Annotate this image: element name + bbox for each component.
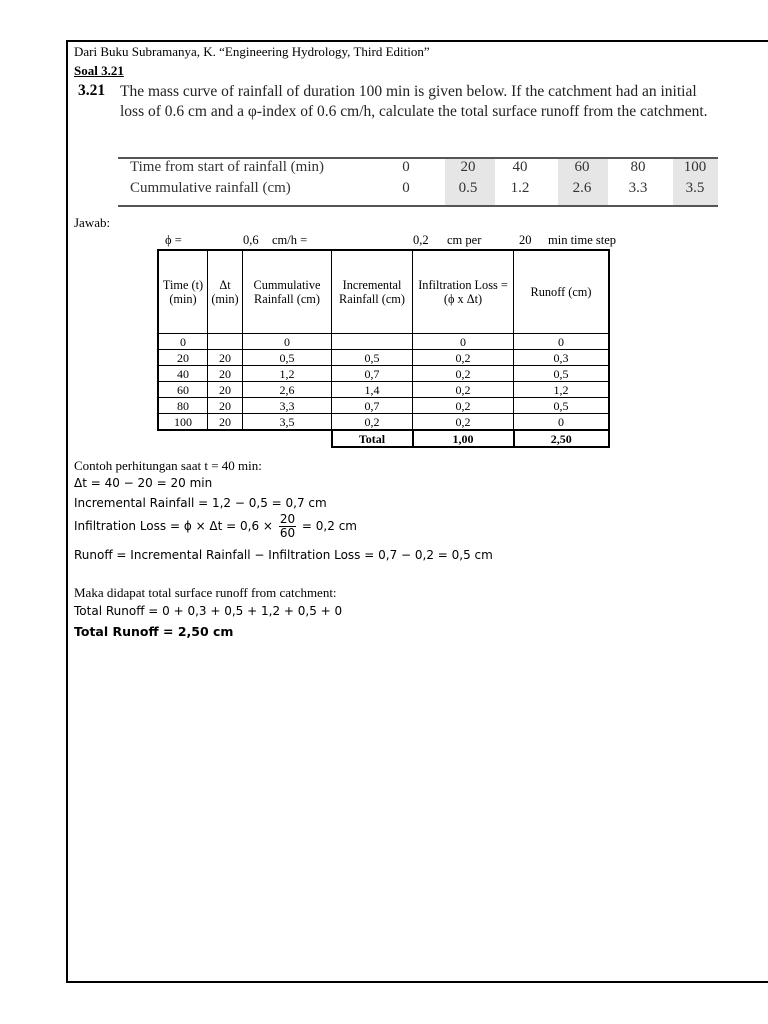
cell-infiltration: 0,2 (413, 366, 514, 382)
conclusion-intro: Maka didapat total surface runoff from catchment: (74, 585, 337, 600)
cell-dt: 20 (208, 382, 243, 398)
header-time: Time (t) (min) (158, 250, 208, 334)
equation-runoff: Runoff = Incremental Rainfall − Infiltration Loss = 0,7 − 0,2 = 0,5 cm (74, 548, 493, 562)
given-cell: 80 (630, 159, 646, 175)
equation-delta-t: Δt = 40 − 20 = 20 min (74, 476, 213, 490)
header-runoff: Runoff (cm) (514, 250, 610, 334)
cell-incremental: 0,7 (332, 366, 413, 382)
header-dt: Δt (min) (208, 250, 243, 334)
cell-incremental: 0,5 (332, 350, 413, 366)
table-row (158, 414, 609, 431)
table-row (158, 366, 609, 382)
table-rule-bottom (118, 205, 718, 207)
total-runoff: 2,50 (514, 430, 610, 447)
cell-infiltration: 0,2 (413, 414, 514, 431)
phi-symbol: ϕ = (165, 233, 182, 247)
given-cell: 40 (512, 159, 528, 175)
cell-infiltration: 0,2 (413, 350, 514, 366)
given-cell: 3.3 (628, 180, 648, 196)
cell-incremental: 0,7 (332, 398, 413, 414)
phi-step: 20 (519, 233, 532, 247)
given-cell: 3.5 (685, 180, 705, 196)
given-cell: 2.6 (572, 180, 592, 196)
cell-time: 60 (158, 382, 208, 398)
total-infiltration: 1,00 (413, 430, 514, 447)
given-row-time (118, 159, 718, 182)
cell-infiltration: 0,2 (413, 382, 514, 398)
cell-time: 40 (158, 366, 208, 382)
cell-dt: 20 (208, 350, 243, 366)
cell-runoff: 1,2 (514, 382, 610, 398)
table-header-row (158, 250, 609, 334)
source-citation: Dari Buku Subramanya, K. “Engineering Hydrology, Third Edition” (74, 44, 430, 59)
cell-infiltration: 0 (413, 334, 514, 350)
total-label: Total (332, 430, 413, 447)
calculation-table (157, 249, 610, 448)
table-row (158, 398, 609, 414)
cell-runoff: 0 (514, 334, 610, 350)
table-row (158, 334, 609, 350)
cell-dt (208, 334, 243, 350)
cell-time: 20 (158, 350, 208, 366)
table-row (158, 382, 609, 398)
equation-infiltration-left: Infiltration Loss = ϕ × Δt = 0,6 × (74, 519, 273, 533)
cell-time: 0 (158, 334, 208, 350)
cell-runoff: 0,5 (514, 398, 610, 414)
header-incremental: Incremental Rainfall (cm) (332, 250, 413, 334)
fraction (279, 513, 296, 540)
cell-incremental (332, 334, 413, 350)
cell-cumulative: 0,5 (243, 350, 332, 366)
total-row (158, 430, 609, 447)
cell-cumulative: 3,5 (243, 414, 332, 431)
cell-cumulative: 1,2 (243, 366, 332, 382)
table-row (158, 350, 609, 366)
phi-per: cm per (447, 233, 482, 247)
equation-total-result: Total Runoff = 2,50 cm (74, 624, 234, 639)
fraction-denominator: 60 (279, 526, 296, 540)
given-cell: 0.5 (458, 180, 478, 196)
problem-number: 3.21 (78, 82, 106, 99)
problem-heading: Soal 3.21 (74, 63, 124, 78)
phi-step-unit: min time step (548, 233, 617, 247)
cell-incremental: 0,2 (332, 414, 413, 431)
given-data-table (118, 157, 718, 207)
fraction-numerator: 20 (279, 512, 296, 526)
given-row-label: Time from start of rainfall (min) (130, 159, 324, 175)
header-cumulative: Cummulative Rainfall (cm) (243, 250, 332, 334)
equation-infiltration (74, 513, 357, 540)
cell-runoff: 0,3 (514, 350, 610, 366)
equation-total-sum: Total Runoff = 0 + 0,3 + 0,5 + 1,2 + 0,5 + 0 (74, 604, 343, 618)
cell-dt: 20 (208, 414, 243, 431)
cell-dt: 20 (208, 366, 243, 382)
cell-runoff: 0 (514, 414, 610, 431)
cell-time: 80 (158, 398, 208, 414)
equation-incremental: Incremental Rainfall = 1,2 − 0,5 = 0,7 cm (74, 496, 327, 510)
header-infiltration: Infiltration Loss = (ϕ x Δt) (413, 250, 514, 334)
phi-value: 0,6 (243, 233, 259, 247)
cell-incremental: 1,4 (332, 382, 413, 398)
cell-infiltration: 0,2 (413, 398, 514, 414)
given-cell: 0 (402, 180, 410, 196)
given-cell: 1.2 (510, 180, 530, 196)
phi-converted: 0,2 (413, 233, 429, 247)
problem-statement: The mass curve of rainfall of duration 100 min is given below. If the catchment had an initial loss of 0.6 cm and a φ-index of 0.6 cm/h, calculate the total surface runoff from the catchment. (120, 83, 708, 120)
example-intro: Contoh perhitungan saat t = 40 min: (74, 458, 262, 473)
given-row-label: Cummulative rainfall (cm) (130, 180, 291, 196)
cell-cumulative: 2,6 (243, 382, 332, 398)
equation-infiltration-right: = 0,2 cm (301, 519, 357, 533)
cell-runoff: 0,5 (514, 366, 610, 382)
cell-time: 100 (158, 414, 208, 431)
given-cell: 60 (574, 159, 590, 175)
given-cell: 100 (683, 159, 707, 175)
cell-cumulative: 0 (243, 334, 332, 350)
given-cell: 0 (402, 159, 410, 175)
given-row-rainfall (118, 180, 718, 203)
cell-cumulative: 3,3 (243, 398, 332, 414)
answer-label: Jawab: (74, 215, 111, 230)
cell-dt: 20 (208, 398, 243, 414)
phi-unit: cm/h = (272, 233, 308, 247)
given-cell: 20 (460, 159, 476, 175)
